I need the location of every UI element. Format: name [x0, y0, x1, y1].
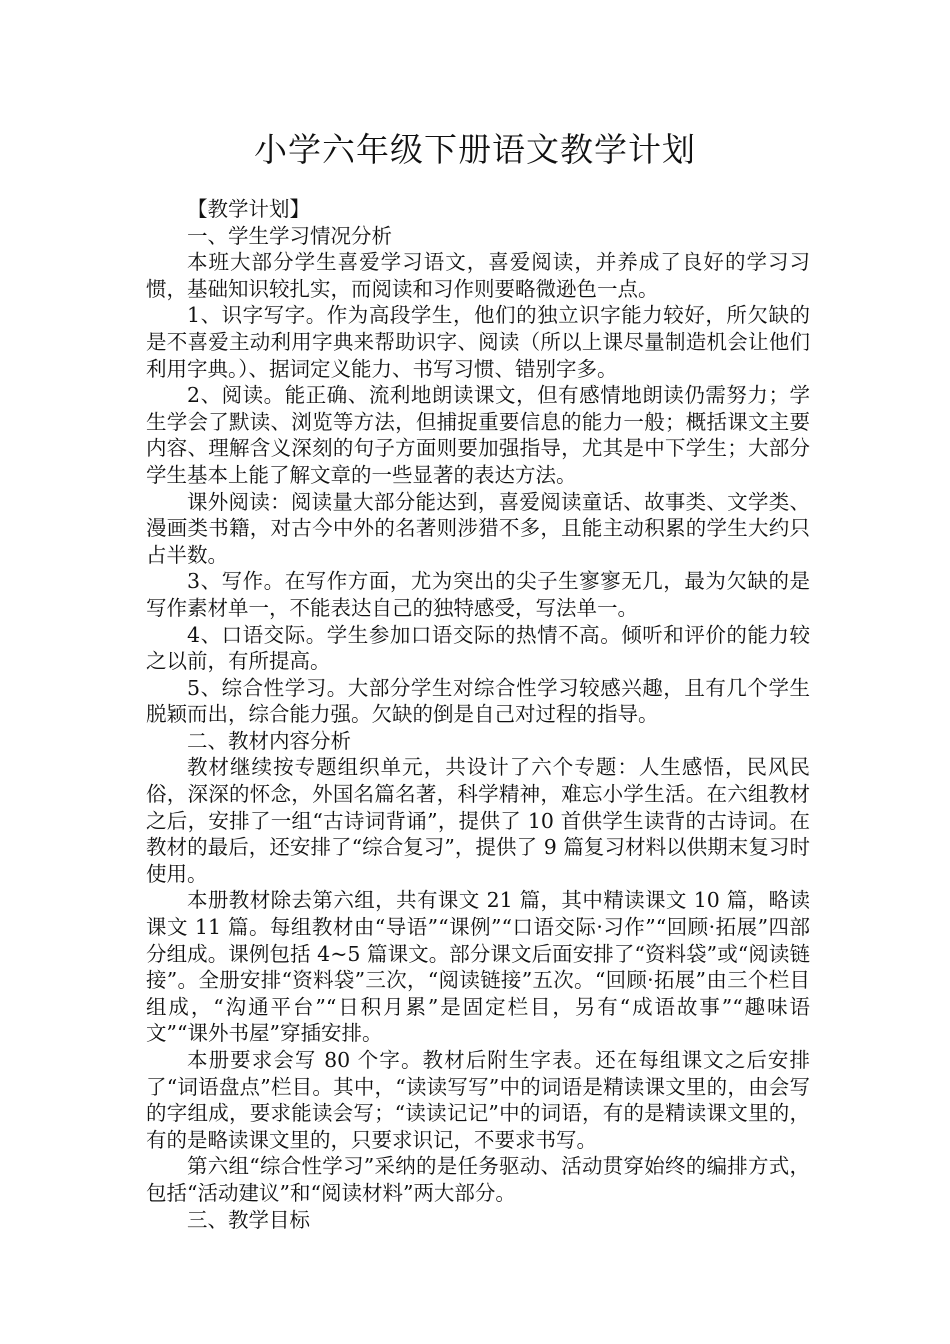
paragraph-overview: 本班大部分学生喜爱学习语文，喜爱阅读，并养成了良好的学习习惯，基础知识较扎实，而阅读和习作则要略微逊色一点。 — [146, 250, 810, 301]
paragraph-group-six: 第六组“综合性学习”采纳的是任务驱动、活动贯穿始终的编排方式，包括“活动建议”和“阅读材料”两大部分。 — [146, 1154, 810, 1205]
paragraph-extracurricular-reading: 课外阅读：阅读量大部分能达到，喜爱阅读童话、故事类、文学类、漫画类书籍，对古今中外的名著则涉猎不多，且能主动积累的学生大约只占半数。 — [146, 489, 810, 567]
paragraph-textbook-themes: 教材继续按专题组织单元，共设计了六个专题：人生感悟，民风民俗，深深的怀念，外国名篇名著，科学精神，难忘小学生活。在六组教材之后，安排了一组“古诗词背诵”，提供了 10 首供学生读背的古诗词。在教材的最后，还安排了“综合复习”，提供了 9 篇复习材料以供期末复习时使用。 — [146, 755, 810, 886]
paragraph-writing: 3、写作。在写作方面，尤为突出的尖子生寥寥无几，最为欠缺的是写作素材单一，不能表达自己的独特感受，写法单一。 — [146, 569, 810, 620]
paragraph-reading: 2、阅读。能正确、流利地朗读课文，但有感情地朗读仍需努力；学生学会了默读、浏览等方法，但捕捉重要信息的能力一般；概括课文主要内容、理解含义深刻的句子方面则要加强指导，尤其是中下学生；大部分学生基本上能了解文章的一些显著的表达方法。 — [146, 383, 810, 487]
paragraph-writing-requirements: 本册要求会写 80 个字。教材后附生字表。还在每组课文之后安排了“词语盘点”栏目。其中，“读读写写”中的词语是精读课文里的，由会写的字组成，要求能读会写；“读读记记”中的词语，有的是精读课文里的，有的是略读课文里的，只要求识记，不要求书写。 — [146, 1048, 810, 1152]
paragraph-literacy: 1、识字写字。作为高段学生，他们的独立识字能力较好，所欠缺的是不喜爱主动利用字典来帮助识字、阅读（所以上课尽量制造机会让他们利用字典。）、据词定义能力、书写习惯、错别字多。 — [146, 303, 810, 381]
paragraph-oral-communication: 4、口语交际。学生参加口语交际的热情不高。倾听和评价的能力较之以前，有所提高。 — [146, 622, 810, 674]
paragraph-comprehensive-learning: 5、综合性学习。大部分学生对综合性学习较感兴趣，且有几个学生脱颖而出，综合能力强。欠缺的倒是自己对过程的指导。 — [146, 675, 810, 727]
paragraph-textbook-structure: 本册教材除去第六组，共有课文 21 篇，其中精读课文 10 篇，略读课文 11 篇。每组教材由“导语”“课例”“口语交际·习作”“回顾·拓展”四部分组成。课例包括 4~5 篇课文。部分课文后面安排了“资料袋”或“阅读链接”。全册安排“资料袋”三次，“阅读链接”五次。“回顾·拓展”由三个栏目组成，“沟通平台”“日积月累”是固定栏目，另有“成语故事”“趣味语文”“课外书屋”穿插安排。 — [146, 888, 810, 1046]
heading-textbook-analysis: 二、教材内容分析 — [187, 728, 351, 753]
section-label: 【教学计划】 — [187, 197, 310, 221]
document-body — [146, 196, 810, 1233]
document-title: 小学六年级下册语文教学计划 — [254, 130, 696, 169]
heading-student-analysis: 一、学生学习情况分析 — [187, 223, 392, 248]
heading-teaching-goals: 三、教学目标 — [187, 1207, 310, 1232]
